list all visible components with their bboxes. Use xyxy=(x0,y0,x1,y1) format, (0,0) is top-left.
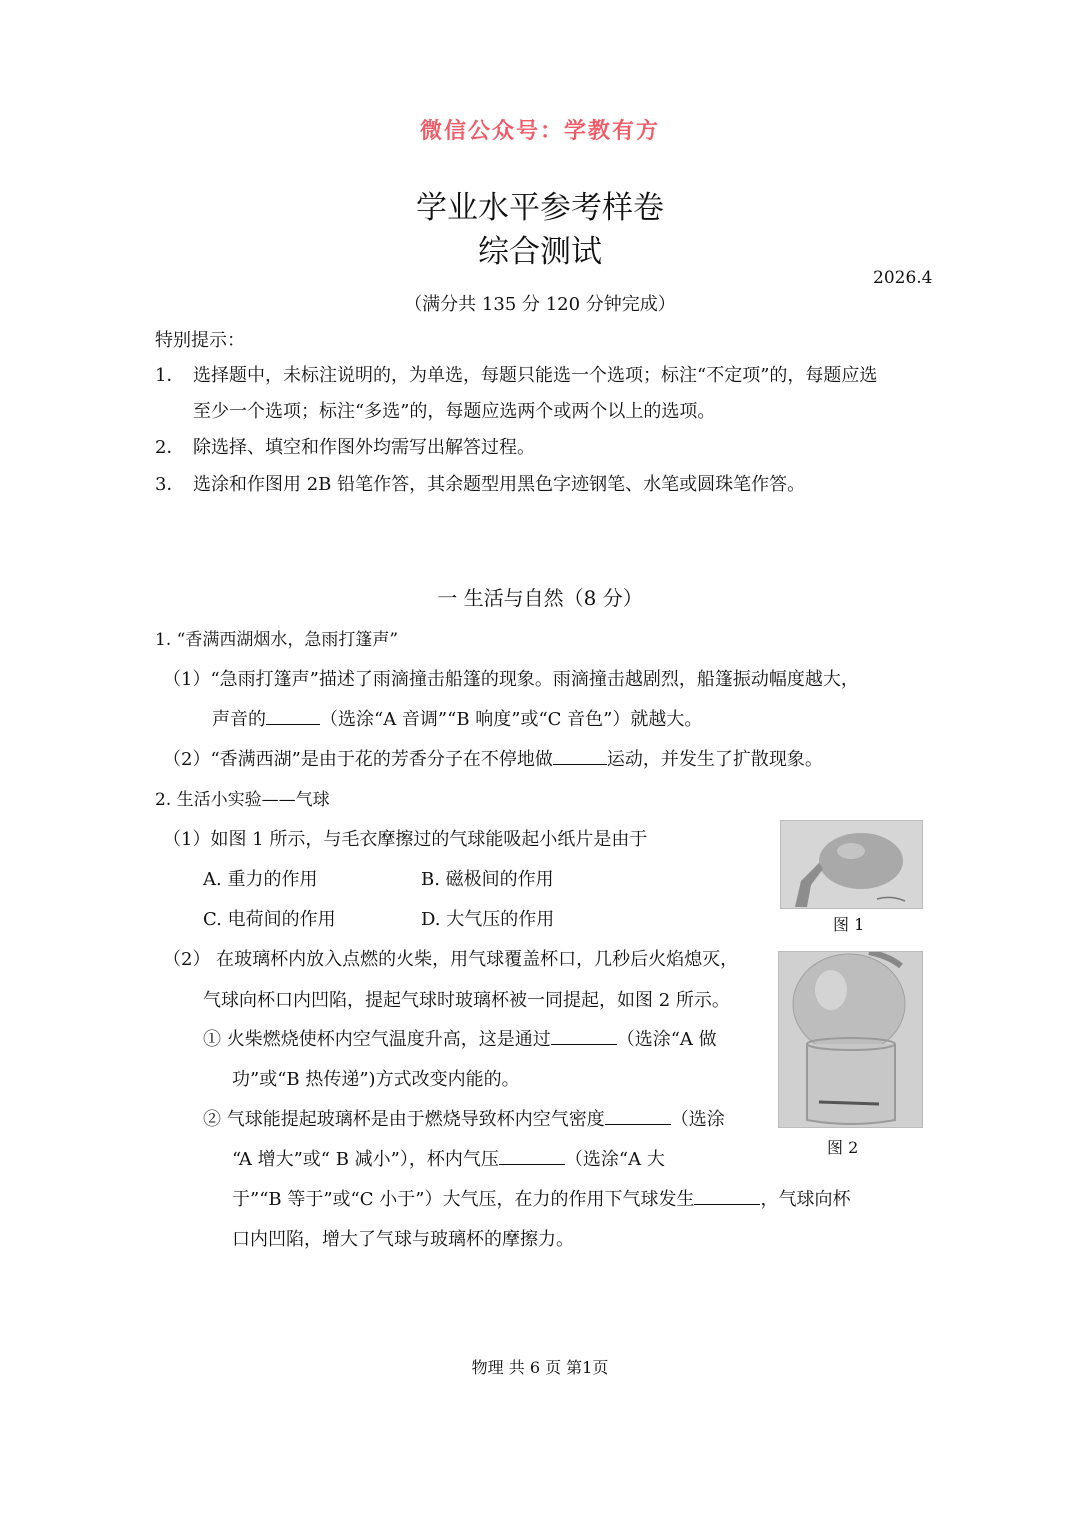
figure-2-caption: 图 2 xyxy=(827,1138,859,1157)
q2-sub2-line4: 口内凹陷，增大了气球与玻璃杯的摩擦力。 xyxy=(232,1229,574,1250)
q2-part1: （1）如图 1 所示，与毛衣摩擦过的气球能吸起小纸片是由于 xyxy=(163,829,648,850)
q1-stem: 1. “香满西湖烟水，急雨打篷声” xyxy=(155,630,399,650)
q2-sub2-line2-text-before: “A 增大”或“ B 减小”），杯内气压 xyxy=(232,1149,499,1170)
q2-sub1-line1 xyxy=(203,1025,717,1051)
answer-blank-q2-4[interactable] xyxy=(694,1188,760,1205)
q2-option-d[interactable]: D. 大气压的作用 xyxy=(421,909,555,930)
q2-sub2-line3 xyxy=(232,1185,850,1211)
q1-part1-text-after: （选涂“A 音调”“B 响度”或“C 音色”）就越大。 xyxy=(320,709,703,730)
balloon-hand-illustration xyxy=(781,821,922,908)
q2-sub2-line1 xyxy=(203,1105,725,1131)
notice-item-2-number: 2． xyxy=(155,437,185,458)
q2-sub1-line2: 功”或“B 热传递”)方式改变内能的。 xyxy=(232,1069,520,1090)
q2-sub1-text-after: （选涂“A 做 xyxy=(616,1029,717,1050)
q1-part1-text-before: 声音的 xyxy=(212,709,266,730)
q2-option-b[interactable]: B. 磁极间的作用 xyxy=(421,869,554,890)
figure-1-image xyxy=(780,820,923,909)
q2-sub2-line2 xyxy=(232,1145,665,1171)
notice-item-3-number: 3． xyxy=(155,474,185,495)
q2-part2-line1: （2） 在玻璃杯内放入点燃的火柴，用气球覆盖杯口，几秒后火焰熄灭， xyxy=(163,949,739,970)
notice-item-3-line1: 选涂和作图用 2B 铅笔作答，其余题型用黑色字迹钢笔、水笔或圆珠笔作答。 xyxy=(193,474,806,495)
q2-option-a[interactable]: A. 重力的作用 xyxy=(203,869,318,890)
exam-title: 学业水平参考样卷 xyxy=(416,190,664,226)
q1-part2-text-after: 运动，并发生了扩散现象。 xyxy=(606,749,823,770)
notice-item-1-number: 1． xyxy=(155,365,185,386)
page-footer: 物理 共 6 页 第1页 xyxy=(471,1358,609,1377)
balloon-glass-illustration xyxy=(779,952,922,1127)
q2-sub2-line2-text-after: （选涂“A 大 xyxy=(564,1149,665,1170)
exam-subtitle: 综合测试 xyxy=(478,234,602,270)
q1-part2-text-before: （2）“香满西湖”是由于花的芳香分子在不停地做 xyxy=(163,749,553,770)
figure-2-image xyxy=(778,951,923,1128)
answer-blank-q2-1[interactable] xyxy=(551,1028,617,1045)
watermark-text: 微信公众号：学教有方 xyxy=(419,118,660,144)
answer-blank-q1-2[interactable] xyxy=(553,748,607,765)
answer-blank-q1-1[interactable] xyxy=(266,708,320,725)
q2-sub2-text-after: （选涂 xyxy=(670,1109,725,1130)
score-note: （满分共 135 分 120 分钟完成） xyxy=(404,294,676,315)
q1-part2 xyxy=(163,745,823,771)
q2-sub2-line3-text-before: 于”“B 等于”或“C 小于”）大气压，在力的作用下气球发生 xyxy=(232,1189,695,1210)
notice-item-1-line1: 选择题中，未标注说明的，为单选，每题只能选一个选项；标注“不定项”的，每题应选 xyxy=(193,365,878,386)
answer-blank-q2-2[interactable] xyxy=(605,1108,671,1125)
q2-sub1-text-before: ① 火柴燃烧使杯内空气温度升高，这是通过 xyxy=(203,1029,551,1050)
q2-option-c[interactable]: C. 电荷间的作用 xyxy=(203,909,336,930)
q2-sub2-line3-text-after: ，气球向杯 xyxy=(760,1189,851,1210)
figure-1-caption: 图 1 xyxy=(833,915,865,934)
section-heading: 一 生活与自然（8 分） xyxy=(437,586,643,610)
q2-part2-line2: 气球向杯口内凹陷，提起气球时玻璃杯被一同提起，如图 2 所示。 xyxy=(203,990,730,1011)
q2-sub2-text-before: ② 气球能提起玻璃杯是由于燃烧导致杯内空气密度 xyxy=(203,1109,605,1130)
exam-date: 2026.4 xyxy=(873,268,933,288)
answer-blank-q2-3[interactable] xyxy=(499,1148,565,1165)
notice-item-1-line2: 至少一个选项；标注“多选”的，每题应选两个或两个以上的选项。 xyxy=(193,401,716,422)
q1-part1-line2 xyxy=(212,705,702,731)
notice-item-2-line1: 除选择、填空和作图外均需写出解答过程。 xyxy=(193,437,535,458)
q2-stem: 2. 生活小实验——气球 xyxy=(155,790,330,810)
notice-heading: 特别提示： xyxy=(155,330,245,351)
q1-part1-line1: （1）“急雨打篷声”描述了雨滴撞击船篷的现象。雨滴撞击越剧烈，船篷振动幅度越大， xyxy=(163,669,859,690)
